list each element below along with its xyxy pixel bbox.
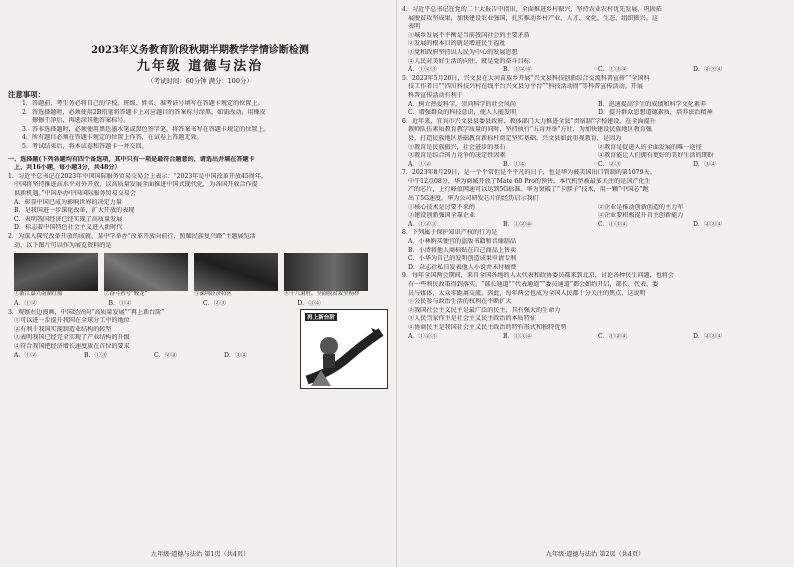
option: B．①④ [108,300,132,308]
statement: ②发展的根本目的就是增进民生福祉 [408,40,506,48]
page-2 [402,6,788,558]
option: D．③④ [224,351,248,359]
statement: ③党和政府坚持以人民为中心的发展思想 [408,48,518,56]
question-1-text: 供新机遇。”中国举办中国国际服务贸易交易会 [14,189,136,197]
question-9-text: 有一些利民政策得到落实。“部长通道”“代表通道”“委员通道”都会如约开启，部长、代表、委 [408,281,659,288]
photo-image [14,253,98,291]
option: C．①②④ [598,332,628,340]
option: D．③④ [693,160,717,168]
statement: ④协商民主是我国社会主义民主政治的特有形式和独特优势 [408,323,567,331]
option-row [402,221,788,230]
option: A．①② [14,300,37,308]
option: A．①② [14,351,37,359]
option: B．①②④ [503,220,532,228]
question-4-text: 展脱贫攻坚成果，加快建设农业强国，扎实推动乡村产业、人才、文化、生态、组织振兴。这 [408,14,658,22]
option: C．②④ [154,351,177,359]
statement: ①可以进一步提升我国在全球分工中的地位 [14,317,130,325]
option: A．①②③ [408,332,437,340]
option-row [8,300,392,309]
cartoon-drawing [301,310,387,388]
option-row [402,333,788,342]
option-row [402,204,788,213]
page-footer: 九年级·道德与法治 第1页（共4页） [150,551,250,558]
notice-item: 5．考试结束后，将本试卷和答题卡一并交回。 [22,142,148,150]
option-row [402,212,788,221]
option-row [402,101,788,110]
statement: ②教育是促进人的全面发展的唯一途径 [598,143,702,151]
question-1-text: 中国将坚持推进高水平对外开放，以高质量发展全面推进中国式现代化，为各国开放合作提 [14,181,258,189]
option: B．迅速提高学生的成绩和科学文化素养 [598,100,707,108]
question-1: 1．习近平总书记在2023年中国国际服务贸易交易会上表示：“2023年是中国改革开放45周年， [8,172,268,180]
question-4-text: 表明 [408,23,421,31]
question-9: 9．每年全国两会期间，来自全国各地的人大代表和政协委员都来到北京，讨论各种民生问题，也将会 [402,272,675,280]
page-footer: 九年级·道德与法治 第2页（共4页） [545,551,645,558]
question-2: 2．为深入探究改革开放的成就，某中学举办“改革开放向前行，照耀民族复兴路”主题展览活 [8,232,256,240]
option: D．②③④ [693,332,723,340]
notice-item: 1．答题前，考生务必将自己的学校、班级、姓名、准考证号填写在答题卡规定的位置上。 [22,100,264,107]
statement: ②有利于我国实现制造业结构的转型 [14,325,112,333]
photo-caption: ②奋斗者号“蛟龙” [104,291,148,298]
cartoon-illustration [300,309,388,389]
question-5-text: 技工作者日”“四川科技兴村在线平台兴文县分平台”“科技活动周”等科普宣传活动。开展 [408,83,643,91]
option: B．①④ [503,160,526,168]
notice-item: 3．答非选择题时，必须使用黑色墨水笔或黑色签字笔，将答案书写在答题卡规定的位置上。 [22,125,270,133]
page-1 [8,6,392,558]
section-heading: 一、选择题(下列各题均有四个备选项，其中只有一项是最符合题意的，请选出并填在答题卡 [8,155,255,163]
photo-caption: ①浙江嘉兴南湖红船 [14,291,63,298]
option: B．①③ [84,351,107,359]
option: C．小华为自己的发明创造成果申请专利 [408,255,517,263]
photo-village [284,253,368,298]
question-6-text: 县，打造民族地区基础教育新标杆奠定坚实基础，兴文县如此重视教育，是因为 [408,134,622,142]
cartoon-caption: 再上新台阶 [307,314,335,321]
option: D．提升群众思想道德素质，培养法治精神 [598,109,713,117]
option: A．①②③ [408,220,437,228]
question-7-text: 中午12点08分，华为商城开放了Mate 60 Pro的预售。本代机型被最多关注的是国产化生 [408,177,651,185]
statement: ①公民参与政治生活的权利在不断扩大 [408,298,512,306]
statement: ①城乡发展不平衡是当前我国社会的主要矛盾 [408,31,530,39]
statement: ③表明我国已经完全实现了产业结构的升级 [14,334,130,342]
option-row [402,109,788,118]
exam-subtitle: 九年级 道德与法治 [136,59,264,74]
question-6: 6．近年来，宜宾市兴文县县委县政府、教体部门大力推进全县“责宿制”学校建设，在全面提升 [402,117,656,125]
option: B．①②④ [503,66,532,74]
question-6-text: 教师队伍素质教育教学质量的同时，坚持执行“五育并举”方针，为加快建设民族地区教育强 [408,126,652,134]
option: D．标志着中国特色社会主义进入新时代 [14,224,123,232]
option: B．是我国进一步深化改革，扩大开放的表现 [14,207,135,215]
option: A．小林购买便宜的盗版书籍和音像制品 [408,238,516,246]
photo-submersible [104,253,188,298]
statement: ④人民对美好生活的向往，就是党的奋斗目标 [408,57,530,65]
option: C．增强群众的科技意识，使人人能发明 [408,109,517,117]
photo-image [194,253,278,291]
question-8: 8．下列属于保护知识产权的行为是 [402,229,498,237]
question-3: 3．观察右边漫画，中国经济向“高质量发展”“再上新台阶” [8,308,165,316]
option: C．①③④ [598,220,628,228]
notice-item: 2．答选择题时，必须使用2B铅笔将答题卡上对应题目的答案标号涂黑，如需改动，用橡皮 [22,108,266,116]
option: B．小清将他人商标贴在自己商品上售卖 [408,246,517,254]
option: A．树立热爱科学，崇尚科学的社会风尚 [408,100,516,108]
question-7-text: 产的芯片，上行峰值网速可以达到5G标准。华为突破了“卡脖子”技术，用一颗“中国芯”跑 [408,186,649,194]
option: B．①③④ [503,332,532,340]
photo-row [8,253,392,298]
statement: ③建设创新强国全靠企业 [408,212,476,220]
option-row [402,66,788,75]
option-row [402,161,788,170]
statement: ③教育是综合国力竞争的决定性因素 [408,152,506,160]
statement: ④企业要积极提升自主创新能力 [598,212,684,220]
option: D．③④ [297,300,321,308]
photo-red-boat [14,253,98,298]
question-5: 5．2023年5月26日，兴文县在大河苗族乡开展“兴文县科技创新综合交流科普宣传”“全国科 [402,74,650,82]
option: C．②③ [203,300,226,308]
statement: ①教育是民族振兴，社会进步的基石 [408,143,506,151]
exam-info: （考试时间：60分钟 满分：100分） [147,77,253,85]
question-4: 4．习近平总书记在党的二十大报告中指出，全面推进乡村振兴，坚持农业农村优先发展，巩固拓 [402,6,662,13]
option: C．表明我国经济已经实现了高质量发展 [14,215,123,223]
photo-image [284,253,368,291]
option: A．①② [408,160,431,168]
notice-item: 4．所有题目必须在答题卡规定的位置上作答，在试卷上答题无效。 [22,134,203,142]
option: A．①②③ [408,66,437,74]
photo-caption: ③深圳经济特区 [194,291,232,298]
option: D．杂志社私自发表他人小说并未付稿费 [408,263,517,271]
page-divider [396,0,397,567]
question-7: 7．2023年8月29日，是一个平常但是不平凡的日子，也是华为被美国出口管制的第1079天。 [402,169,656,177]
question-2-text: 动，以下图片可以作为展览资料的是 [14,241,112,249]
question-3-block [8,309,392,361]
section-heading: 上，共16小题，每小题3分，共48分） [14,164,121,172]
photo-shenzhen [194,253,278,298]
option: D．②③④ [693,66,723,74]
option: C．②③ [598,160,621,168]
statement: ③人民当家作主是社会主义民主政治的本质特征 [408,315,536,323]
statement: ①核心技术是讨要不来的 [408,203,476,211]
notice-title: 注意事项： [8,90,45,99]
statement: ④教育能让人们拥有更好的美好生活的期盼 [598,152,714,160]
exam-title: 2023年义务教育阶段秋期半期教学学情诊断检测 [91,45,309,56]
option: D．②③④ [693,220,723,228]
question-5-text: 科普宣传活动有利于 [408,91,463,99]
photo-caption: ④十八洞村，全面脱贫攻坚榜样 [284,291,360,298]
statement: ②企业是推动创新创造的主力军 [598,203,684,211]
question-7-text: 出了5G速度。华为公司研发芯片的经历启示我们 [408,195,539,203]
option-row [402,144,788,153]
notice-item: 擦擦干净后，再选涂其他答案标号。 [32,117,130,125]
option: A．彰显中国已成为影响世界的决定力量 [14,198,122,206]
option-row [8,352,294,361]
question-9-text: 员与媒体，大众零距离交流。因此，每年两会也成为全国人民都十分关注的焦点，这说明 [408,289,646,297]
photo-image [104,253,188,291]
option: C．①③④ [598,66,628,74]
statement: ④符合我国把经济增长速度放在首位的要求 [14,343,130,351]
statement: ②我国社会主义民主是最广泛的民主，具有强大的生命力 [408,306,561,314]
option-row [402,152,788,161]
